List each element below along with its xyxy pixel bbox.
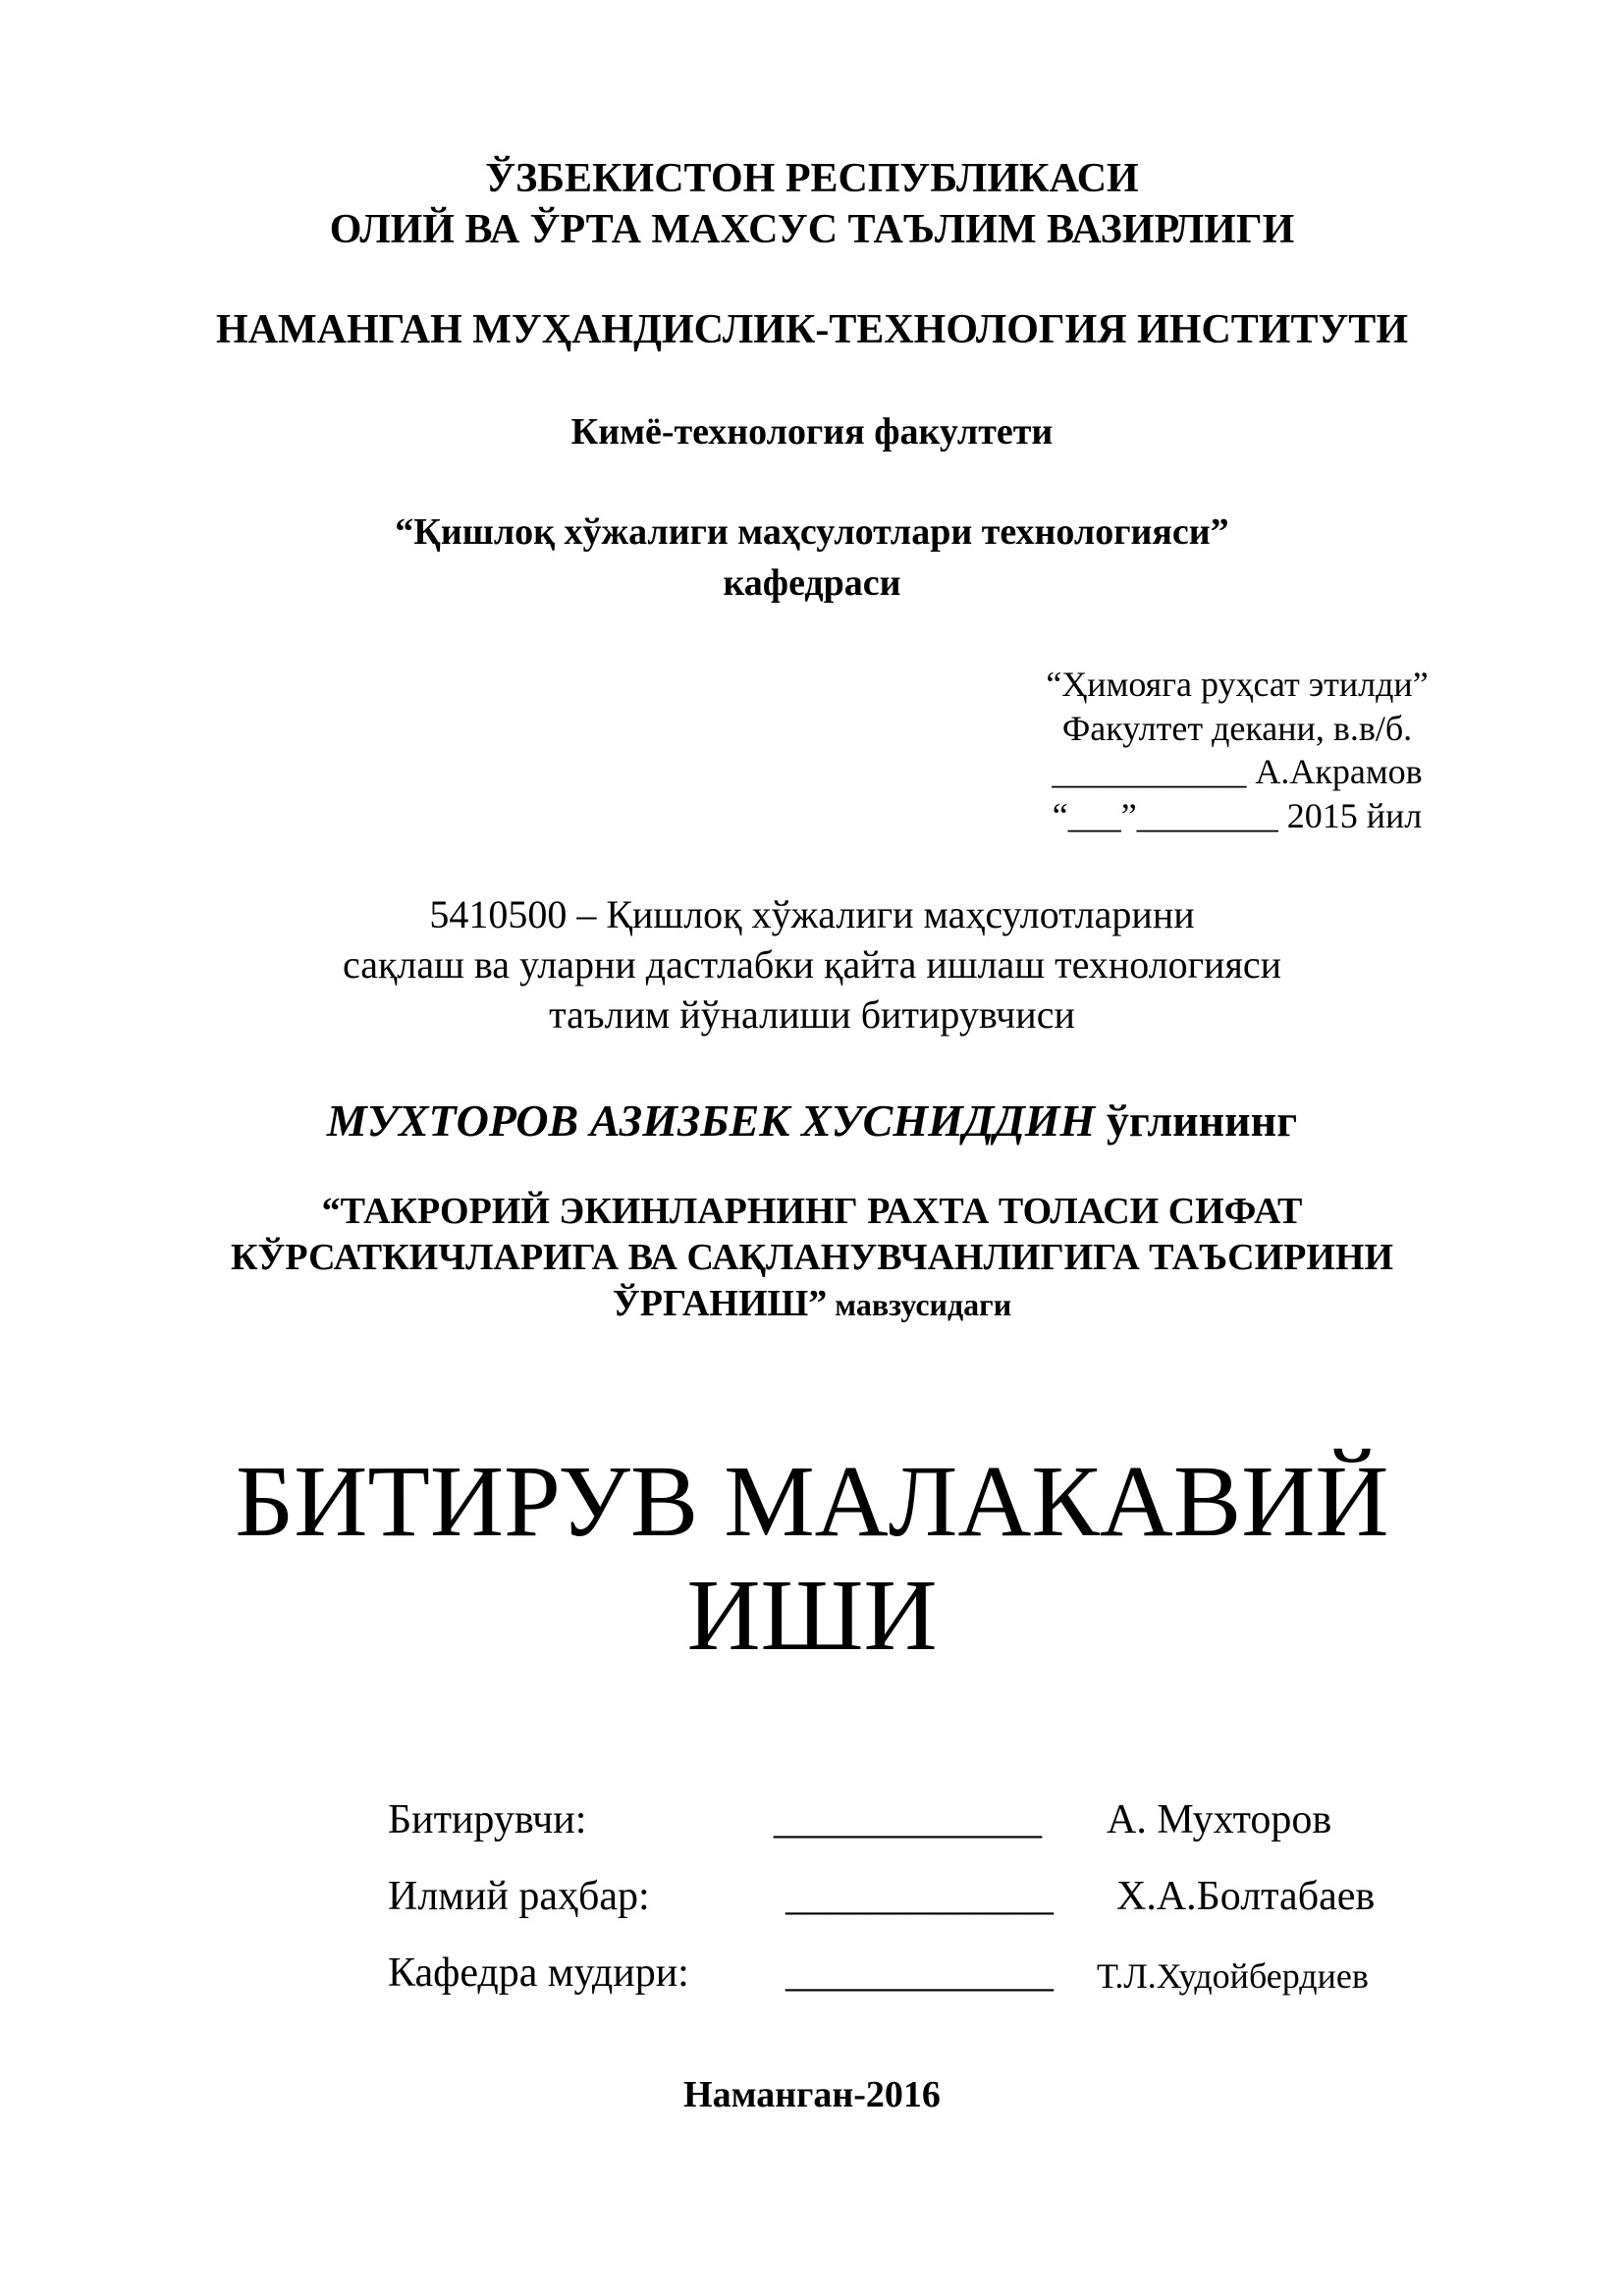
signature-name-advisor: Х.А.Болтабаев (1116, 1874, 1376, 1919)
student-name-line (0, 1095, 1624, 1147)
work-title-line2: ИШИ (686, 1559, 938, 1672)
department-heading-line2: кафедраси (723, 562, 901, 604)
signature-role-graduate: Битирувчи: (388, 1797, 587, 1842)
student-name-suffix: ўглининг (1095, 1095, 1298, 1146)
approval-dean-signature: ___________ А.Акрамов (1052, 752, 1423, 791)
approval-line1: “Ҳимояга руҳсат этилди” (1046, 665, 1429, 704)
department-heading-line1: “Қишлоқ хўжалиги маҳсулотлари технологияси” (395, 511, 1229, 553)
signature-role-head: Кафедра мудири: (388, 1950, 689, 1996)
topic-line3-text: ЎРГАНИШ” (612, 1283, 828, 1324)
signature-name-head: Т.Л.Худойбердиев (1097, 1956, 1369, 1996)
topic-line3 (0, 1282, 1624, 1325)
specialty-line3: таълим йўналиши битирувчиси (549, 992, 1075, 1037)
topic-line2: КЎРСАТКИЧЛАРИГА ВА САҚЛАНУВЧАНЛИГИГА ТАЪСИРИНИ (230, 1237, 1394, 1278)
place-year: Наманган-2016 (683, 2074, 941, 2115)
signature-line-graduate: _____________ (774, 1797, 1042, 1842)
signature-line-advisor: _____________ (785, 1874, 1054, 1919)
student-name: МУХТОРОВ АЗИЗБЕК ХУСНИДДИН (326, 1095, 1096, 1146)
faculty-heading: Кимё-технология факултети (570, 411, 1054, 453)
signature-line-head: _____________ (785, 1950, 1054, 1996)
republic-heading: ЎЗБЕКИСТОН РЕСПУБЛИКАСИ (485, 156, 1139, 201)
institute-heading: НАМАНГАН МУҲАНДИСЛИК-ТЕХНОЛОГИЯ ИНСТИТУТИ (215, 307, 1408, 352)
specialty-line1: 5410500 – Қишлоқ хўжалиги маҳсулотларини (429, 892, 1195, 936)
signature-name-graduate: А. Мухторов (1107, 1797, 1332, 1842)
work-title-line1: БИТИРУВ МАЛАКАВИЙ (235, 1445, 1389, 1558)
topic-line1: “ТАКРОРИЙ ЭКИНЛАРНИНГ РАХТА ТОЛАСИ СИФАТ (321, 1191, 1303, 1232)
specialty-line2: сақлаш ва уларни дастлабки қайта ишлаш технологияси (342, 942, 1282, 987)
ministry-heading: ОЛИЙ ВА ЎРТА МАХСУС ТАЪЛИМ ВАЗИРЛИГИ (329, 207, 1295, 252)
approval-line2: Факултет декани, в.в/б. (1061, 709, 1413, 748)
approval-date: “___”________ 2015 йил (1052, 796, 1423, 835)
topic-line3-suffix: мавзусидаги (827, 1287, 1012, 1322)
signature-role-advisor: Илмий раҳбар: (388, 1874, 650, 1919)
